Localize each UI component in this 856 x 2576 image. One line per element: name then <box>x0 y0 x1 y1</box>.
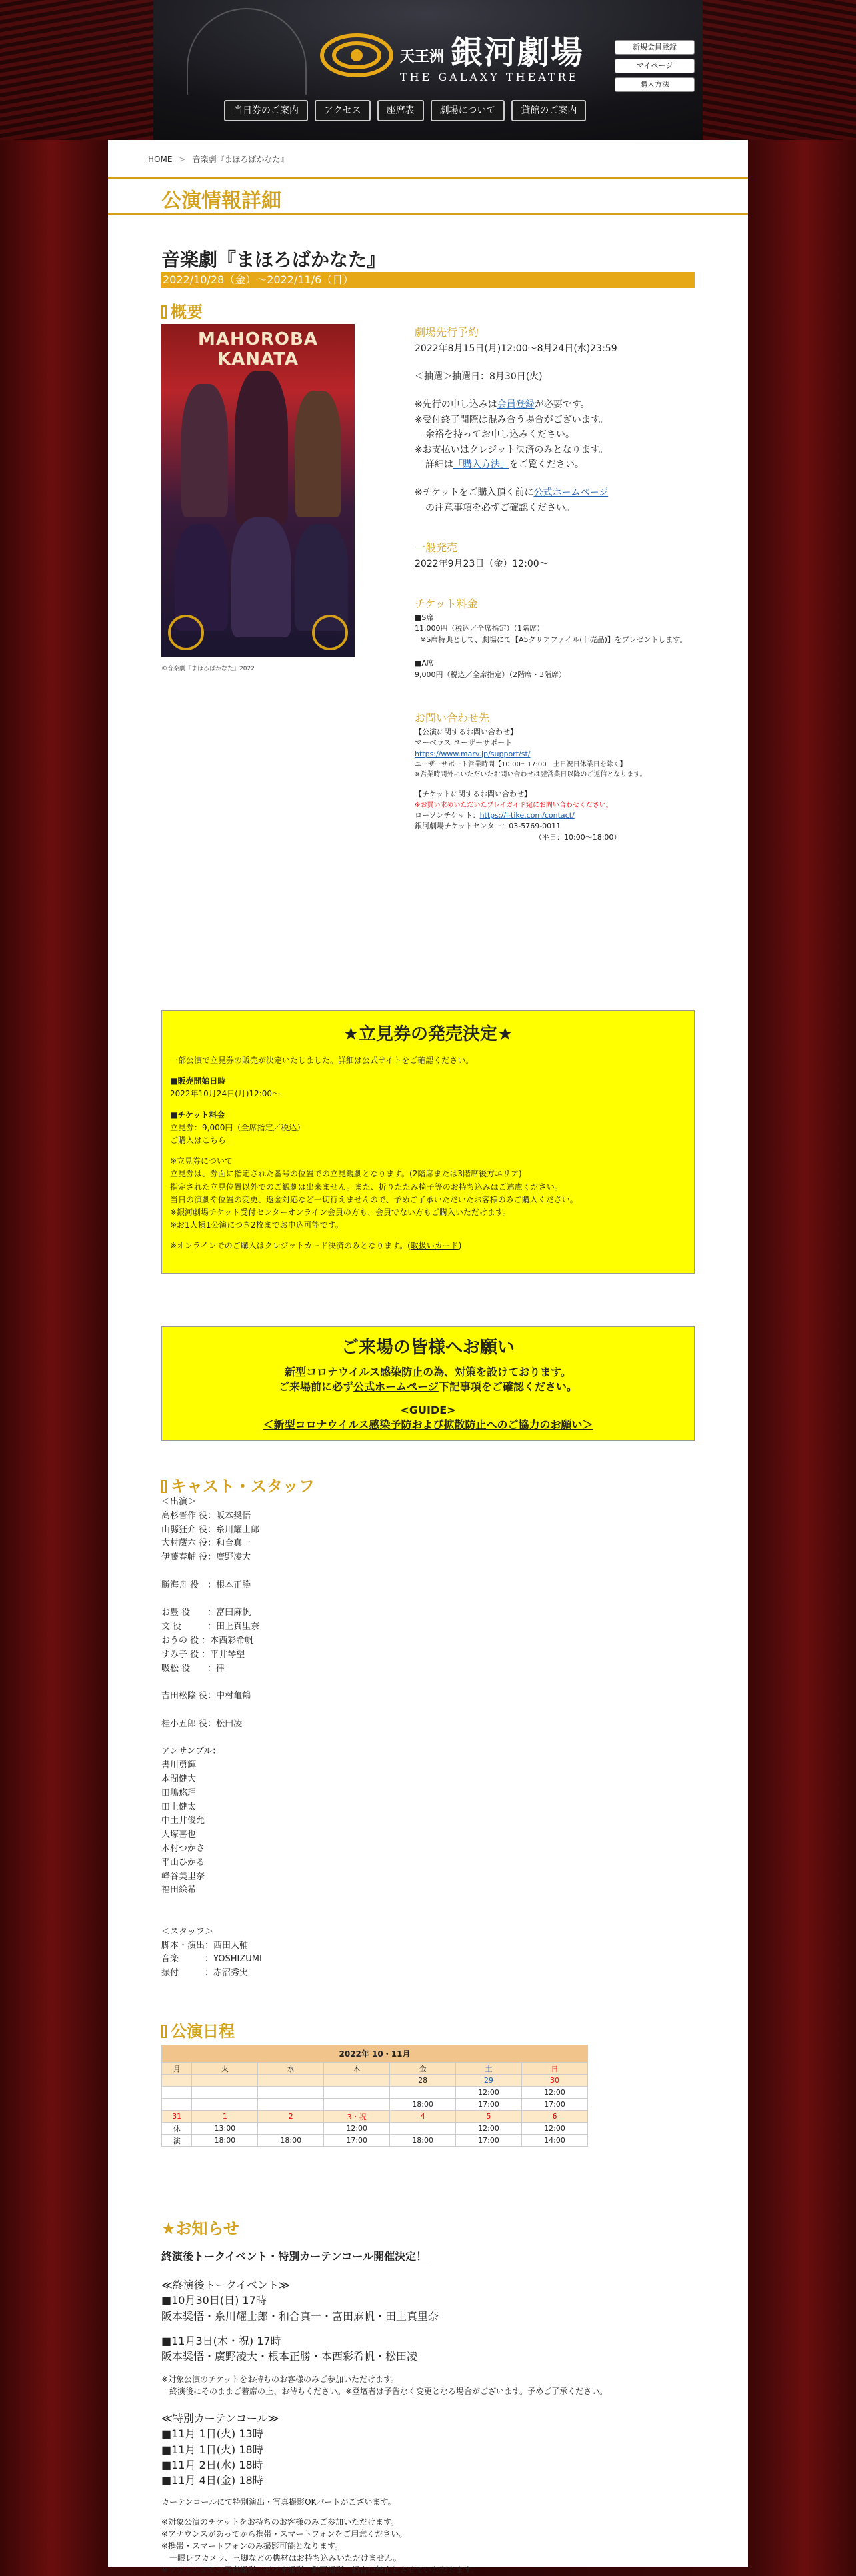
perf-slot[interactable]: 17:00 <box>456 2099 522 2111</box>
theatre-seats-left <box>0 0 153 140</box>
perf-slot[interactable]: 12:00 <box>521 2087 587 2099</box>
perf-slot[interactable]: 12:00 <box>456 2087 522 2099</box>
calendar-month: 2022年 10・11月 <box>162 2045 588 2063</box>
building-illustration <box>187 8 307 95</box>
news-body: 終演後トークイベント・特別カーテンコール開催決定！ ≪終演後トークイベント≫ ■10月30日(日) 17時 阪本奨悟・糸川耀士郎・和合真一・富田麻帆・田上真里奈 ■11月3日(木・祝) 17時 阪本奨悟・廣野凌大・根本正勝・本西彩希帆・松田凌 ※対象公演のチケットをお持ちのお客様のみご参加いただけます。 終演後にそのままご着席の上、お待ちください。※登壇者は予告なく変更となる場合がございます。予めご了承ください。 ≪特別カーテンコール≫ ■11月 1日(火) 13時 ■11月 1日(火) 18時 ■11月 2日(水) 18時 ■11月 4日(金) 18時 カーテンコールにて特別演出・写真撮影OKパートがございます。 ※対象公演のチケットをお持ちのお客様のみご参加いただけます。 ※アナウンスがあってから携帯・スマートフォンをご用意ください。 ※携帯・スマートフォンのみ撮影可能となります。 一眼レフカメラ、三脚などの機材はお持ち込みいただけません。 ※フラッシュでの写真撮影、ビデオ撮影、動画撮影、録音は禁止とさせていただきます。 <box>161 2249 695 2576</box>
register-link[interactable]: 新規会員登録 <box>615 40 695 55</box>
standing-title: ★立見券の発売決定★ <box>343 1024 513 1044</box>
logo-main-text[interactable]: 銀河劇場 <box>451 34 585 71</box>
show-period: 2022/10/28（金）〜2022/11/6（日） <box>161 272 695 288</box>
main-content <box>108 140 748 2575</box>
perf-slot[interactable]: 12:00 <box>324 2123 390 2135</box>
poster-caption: ©音楽劇『まほろばかなた』2022 <box>161 666 255 672</box>
perf-slot[interactable]: 12:00 <box>521 2123 587 2135</box>
price-s-value: 11,000円（税込／全席指定）（1階席） <box>415 624 544 633</box>
show-title: 音楽劇『まほろばかなた』 <box>161 249 386 271</box>
general-sale-date: 2022年9月23日（金）12:00〜 <box>415 558 549 569</box>
price-a-name: ■A席 <box>415 659 434 668</box>
show-poster <box>161 324 355 657</box>
perf-slot[interactable]: 14:00 <box>521 2135 587 2147</box>
heading-marker-icon <box>161 305 167 319</box>
lawson-ticket-link[interactable]: https://l-tike.com/contact/ <box>479 810 575 820</box>
price-a-value: 9,000円（税込／全席指定）（2階席・3階席） <box>415 670 566 679</box>
perf-slot[interactable]: 18:00 <box>390 2135 456 2147</box>
support-link[interactable]: https://www.marv.jp/support/st/ <box>415 749 531 758</box>
presale-note-4: ※チケットをご購入頂く前に公式ホームページ <box>415 487 609 499</box>
nav-access[interactable]: アクセス <box>315 100 371 121</box>
contact-label: お問い合わせ先 <box>415 712 490 725</box>
perf-slot[interactable]: 18:00 <box>390 2099 456 2111</box>
price-label: チケット料金 <box>415 597 478 611</box>
presale-label: 劇場先行予約 <box>415 326 479 339</box>
price-s-note: ※S席特典として、劇場にて【A5クリアファイル(非売品)】をプレゼントします。 <box>420 635 687 644</box>
nav-rental[interactable]: 貸館のご案内 <box>511 100 586 121</box>
poster-title: MAHOROBA KANATA <box>198 329 318 369</box>
news-lead: 終演後トークイベント・特別カーテンコール開催決定！ <box>161 2250 427 2263</box>
nav-about-theatre[interactable]: 劇場について <box>431 100 505 121</box>
accepted-cards-link[interactable]: 取扱いカード <box>410 1241 459 1251</box>
perf-slot[interactable]: 18:00 <box>258 2135 324 2147</box>
nav-same-day-tickets[interactable]: 当日券のご案内 <box>224 100 308 121</box>
presale-note-3: ※お支払いはクレジット決済のみとなります。 <box>415 444 609 455</box>
request-official-link[interactable]: 公式ホームページ <box>353 1380 439 1393</box>
cast-staff-list: ＜出演＞ 高杉晋作 役：阪本奨悟 山縣狂介 役：糸川耀士郎 大村蔵六 役：和合真一 伊藤春輔 役：廣野凌大 勝海舟 役 ：根本正勝 お豊 役 ：富田麻帆 文 役 ：田上真里奈 おうの 役 ：本西彩希帆 すみ子 役 ：平井琴望 吸松 役 ：律 吉田松陰 役：中村亀鶴 桂小五郎 役：松田凌 アンサンブル： 書川勇輝 本間健大 田嶋悠理 田上健太 中土井俊允 大塚喜也 木村つかさ 平山ひかる 峰谷美里奈 福田絵希 ＜スタッフ＞ 脚本・演出：西田大輔 音楽 ：YOSHIZUMI 振付 ：赤沼秀実 <box>161 1497 262 1979</box>
schedule-heading: 公演日程 <box>161 2018 235 2041</box>
news-heading: ★お知らせ <box>161 2219 239 2238</box>
covid-request-notice: ご来場の皆様へお願い 新型コロナウイルス感染防止の為、対策を設けております。 ご来場前に必ず公式ホームページ下記事項をご確認ください。 <GUIDE> ＜新型コロナウイルス感染予防および拡散防止へのご協力のお願い＞ <box>161 1326 695 1441</box>
presale-note-2: ※受付終了間際は混み合う場合がございます。 <box>415 414 609 425</box>
poster-emblem-left-icon <box>168 615 204 650</box>
logo-english-text: THE GALAXY THEATRE <box>400 71 579 83</box>
mypage-link[interactable]: マイページ <box>615 59 695 73</box>
perf-slot[interactable]: 18:00 <box>192 2135 258 2147</box>
price-s-name: ■S席 <box>415 613 434 622</box>
perf-slot[interactable]: 13:00 <box>192 2123 258 2135</box>
perf-slot[interactable]: 12:00 <box>456 2123 522 2135</box>
overview-heading: 概要 <box>161 299 203 322</box>
logo-small-text: 天王洲 <box>400 49 445 65</box>
breadcrumb-current: 音楽劇『まほろばかなた』 <box>192 155 289 164</box>
page-title: 公演情報詳細 <box>161 189 281 213</box>
utility-links <box>615 40 695 96</box>
cast-heading: キャスト・スタッフ <box>161 1473 315 1496</box>
how-to-buy-inline-link[interactable]: 「購入方法」 <box>453 459 509 470</box>
presale-lottery: ＜抽選＞抽選日：8月30日(火) <box>415 371 543 382</box>
poster-emblem-right-icon <box>312 615 348 650</box>
perf-slot[interactable]: 17:00 <box>456 2135 522 2147</box>
request-title: ご来場の皆様へお願い <box>341 1338 515 1358</box>
galaxy-logo-icon[interactable] <box>320 32 393 79</box>
standing-buy-link[interactable]: こちら <box>202 1135 227 1145</box>
member-register-link[interactable]: 会員登録 <box>497 399 535 411</box>
official-site-link[interactable]: 公式ホームページ <box>533 487 609 499</box>
breadcrumb-home[interactable]: HOME <box>148 155 173 164</box>
site-header <box>0 0 856 140</box>
presale-note-1: ※先行の申し込みは会員登録が必要です。 <box>415 399 590 411</box>
schedule-calendar: 2022年 10・11月 月 火 水 木 金 土 日 28 29 30 12:00 12:00 18:00 17:00 17:00 31 1 2 3・祝 4 5 6 休 13:00 12:00 12:00 12:00 演 18:00 18:00 17:00 18:00 17:00 14:00 <box>161 2045 588 2147</box>
presale-dates: 2022年8月15日(月)12:00〜8月24日(水)23:59 <box>415 343 617 354</box>
breadcrumb: HOME > 音楽劇『まほろばかなた』 <box>148 155 289 164</box>
perf-slot[interactable]: 17:00 <box>324 2135 390 2147</box>
heading-marker-icon <box>161 2025 167 2038</box>
section-header <box>108 177 748 215</box>
presale-info: 劇場先行予約 2022年8月15日(月)12:00〜8月24日(水)23:59 ＜抽選＞抽選日：8月30日(火) ※先行の申し込みは会員登録が必要です。 ※受付終了間際は混み合う場合がございます。 余裕を持ってお申し込みください。 ※お支払いはクレジット決済のみとなります。 詳細は「購入方法」をご覧ください。 ※チケットをご購入頂く前に公式ホームページ の注意事項を必ずご確認ください。 一般発売 2022年9月23日（金）12:00〜 チケット料金 ■S席 11,000円（税込／全席指定）（1階席） ※S席特典として、劇場にて【A5クリアファイル(非売品)】をプレゼントします。 ■A席 9,000円（税込／全席指定）（2階席・3階席） お問い合わせ先 【公演に関するお問い合わせ】 マーベラス ユーザーサポート https://www.marv.jp/support/st/ ユーザーサポート営業時間【10:00〜17:00 土日祝日休業日を除く】 ※営業時間外にいただいたお問い合わせは翌営業日以降のご返信となります。 【チケットに関するお問い合わせ】 ※お買い求めいただいたプレイガイド宛にお問い合わせください。 ローソンチケット：https://l-tike.com/contact/ 銀河劇場チケットセンター：03-5769-0011 （平日：10:00〜18:00） <box>415 324 695 843</box>
standing-ticket-notice: ★立見券の発売決定★ 一部公演で立見券の販売が決定いたしました。詳細は公式サイトをご確認ください。 ■販売開始日時 2022年10月24日(月)12:00〜 ■チケット料金 立見券：9,000円（全席指定／税込） ご購入はこちら ※立見券について 立見券は、券面に指定された番号の位置での立見観劇となります。(2階席または3階席後方エリア) 指定された立見位置以外でのご観劇は出来ません。また、折りたたみ椅子等のお持ち込みはご遠慮ください。 当日の演劇や位置の変更、返金対応など一切行えませんので、予めご了承いただいたお客様のみご購入ください。 ※銀河劇場チケット受付センターオンライン会員の方も、会員でない方もご購入いただけます。 ※お1人様1公演につき2枚までお申込可能です。 ※オンラインでのご購入はクレジットカード決済のみとなります。(取扱いカード) <box>161 1010 695 1274</box>
perf-slot[interactable]: 17:00 <box>521 2099 587 2111</box>
theatre-seats-right <box>703 0 856 140</box>
nav-seat-map[interactable]: 座席表 <box>377 100 424 121</box>
how-to-buy-link[interactable]: 購入方法 <box>615 77 695 92</box>
general-sale-label: 一般発売 <box>415 541 458 555</box>
covid-guide-link[interactable]: ＜新型コロナウイルス感染予防および拡散防止へのご協力のお願い＞ <box>263 1418 593 1431</box>
global-nav <box>224 100 632 121</box>
heading-marker-icon <box>161 1480 167 1493</box>
standing-official-link[interactable]: 公式サイト <box>362 1056 402 1065</box>
